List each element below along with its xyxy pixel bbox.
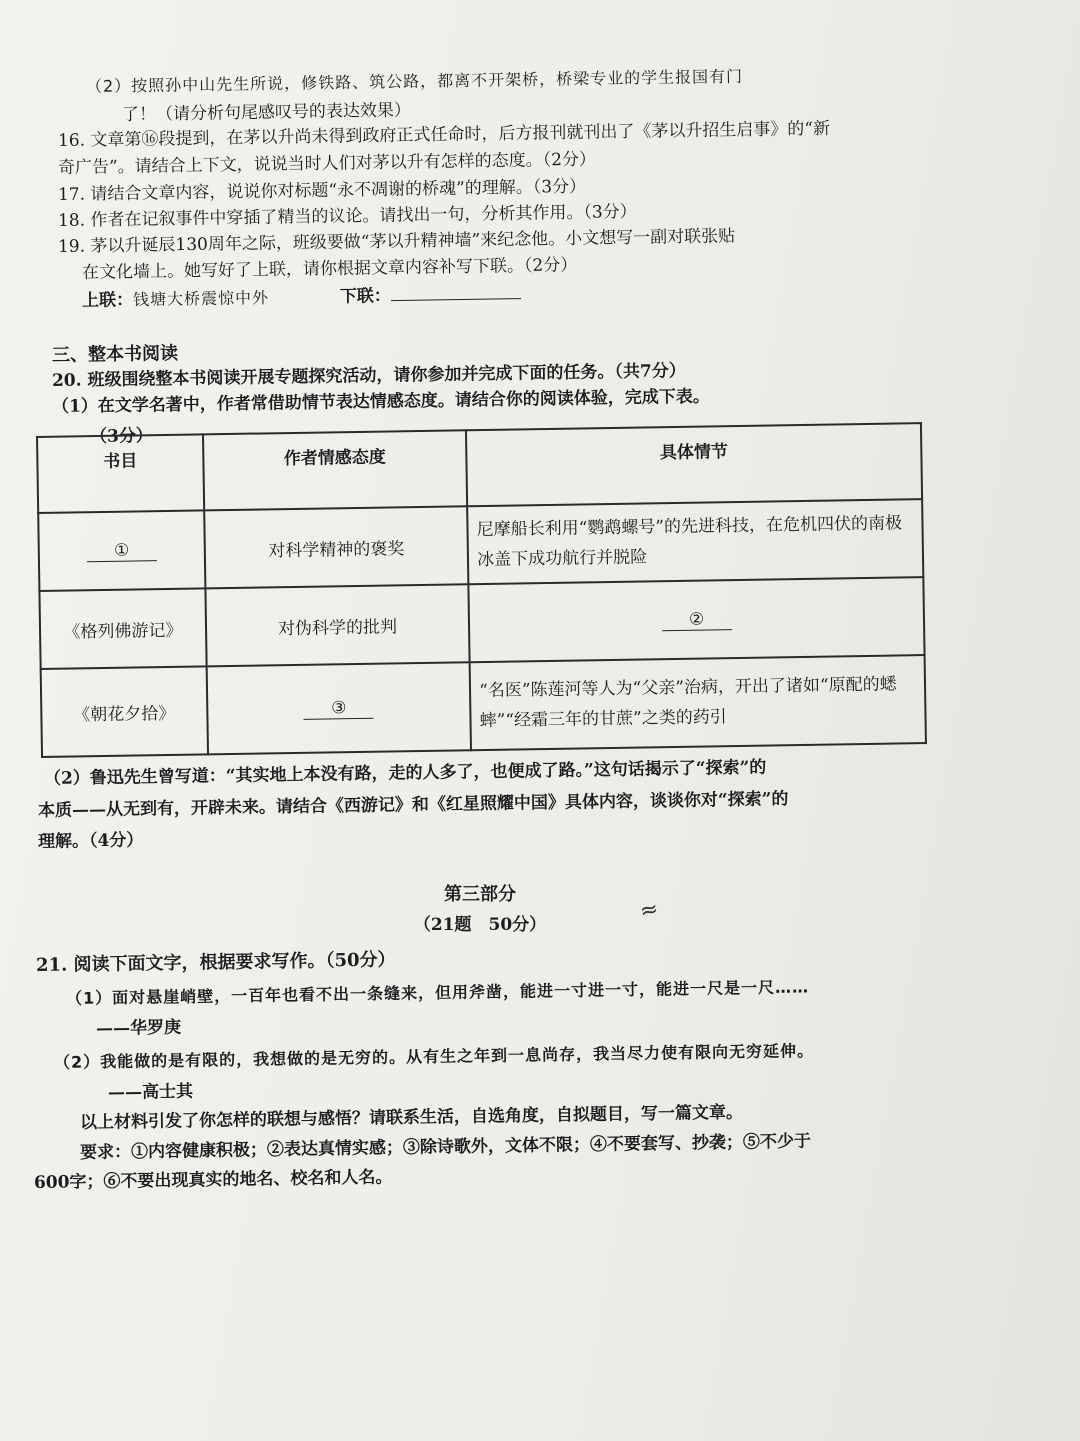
upper-couplet-label: 上联：: [81, 290, 134, 311]
reading-table: [36, 422, 927, 758]
table-header-row: [37, 423, 922, 513]
q20-1-line2: （3分）: [89, 426, 153, 447]
book-cell: 《朝花夕拾》: [41, 666, 208, 757]
q21-requirements-line2: 600字；⑥不要出现真实的地名、校名和人名。: [33, 1167, 393, 1193]
book-cell: 《格列佛游记》: [39, 588, 206, 669]
attitude-cell[interactable]: ③: [206, 662, 471, 754]
table-row: [39, 577, 924, 669]
q20-2-line2: 本质——从无到有，开辟未来。请结合《西游记》和《红星照耀中国》具体内容，谈谈你对“探索”的: [37, 789, 789, 821]
section3-title: 三、整本书阅读: [51, 343, 179, 366]
q21-prompt: 以上材料引发了你怎样的联想与感悟？请联系生活，自选角度，自拟题目，写一篇文章。: [79, 1102, 744, 1133]
q15-2-line2: 了！（请分析句尾感叹号的表达效果）: [121, 100, 412, 125]
q16-line2: 奇广告”。请结合上下文，说说当时人们对茅以升有怎样的态度。（2分）: [57, 149, 597, 178]
pencil-mark: ≈: [637, 896, 661, 925]
table-row: [38, 499, 923, 591]
q19-line1: 19. 茅以升诞辰130周年之际，班级要做“茅以升精神墙”来纪念他。小文想写一副对联张贴: [57, 226, 736, 257]
q18: 18. 作者在记叙事件中穿插了精当的议论。请找出一句，分析其作用。（3分）: [57, 201, 637, 231]
plot-cell: 尼摩船长利用“鹦鹉螺号”的先进科技，在危机四伏的南极冰盖下成功航行并脱险: [467, 499, 923, 584]
book-cell[interactable]: ①: [38, 510, 205, 591]
plot-cell[interactable]: ②: [469, 577, 925, 662]
plot-cell: “名医”陈莲河等人为“父亲”治病，开出了诸如“原配的蟋蟀”“经霜三年的甘蔗”之类的药引: [470, 655, 926, 750]
part3-subtitle: （21题 50分）: [413, 915, 547, 935]
q17: 17. 请结合文章内容，说说你对标题“永不凋谢的桥魂”的理解。（3分）: [57, 176, 587, 205]
table-row: [41, 655, 926, 757]
header-attitude: 作者情感态度: [203, 430, 468, 510]
couplet-row: [82, 282, 521, 312]
lower-couplet-blank[interactable]: [391, 282, 521, 301]
q21-material-2: （2）我能做的是有限的，我想做的是无穷的。从有生之年到一息尚存，我当尽力使有限向无穷延伸。: [53, 1041, 815, 1072]
q21-material-2-author: ——高士其: [107, 1081, 194, 1103]
upper-couplet: 钱塘大桥震惊中外: [132, 288, 270, 310]
q21-material-1-author: ——华罗庚: [95, 1017, 182, 1039]
q21-intro: 21. 阅读下面文字，根据要求写作。（50分）: [35, 949, 396, 976]
q20-2-line3: 理解。（4分）: [37, 830, 144, 852]
q20-2-line1: （2）鲁迅先生曾写道：“其实地上本没有路，走的人多了，也便成了路。”这句话揭示了“探索”的: [43, 757, 767, 789]
q19-line2: 在文化墙上。她写好了上联，请你根据文章内容补写下联。（2分）: [81, 255, 578, 283]
attitude-cell: 对科学精神的褒奖: [204, 506, 469, 588]
header-book: 书目: [37, 434, 204, 513]
q21-material-1: （1）面对悬崖峭壁，一百年也看不出一条缝来，但用斧凿，能进一寸进一寸，能进一尺是一尺……: [65, 977, 810, 1008]
attitude-cell: 对伪科学的批判: [205, 584, 470, 666]
q20-1-line1: （1）在文学名著中，作者常借助情节表达情感态度。请结合你的阅读体验，完成下表。: [51, 386, 710, 417]
q15-2-line1: （2）按照孙中山先生所说，修铁路、筑公路，都离不开架桥，桥梁专业的学生报国有门: [85, 66, 744, 96]
q20-intro: 20. 班级围绕整本书阅读开展专题探究活动，请你参加并完成下面的任务。（共7分）: [51, 361, 686, 391]
lower-couplet-label: 下联：: [339, 286, 391, 307]
q21-requirements-line1: 要求：①内容健康积极；②表达真情实感；③除诗歌外，文体不限；④不要套写、抄袭；⑤不少于: [79, 1131, 812, 1163]
q16-line1: 16. 文章第⑯段提到，在茅以升尚未得到政府正式任命时，后方报刊就刊出了《茅以升招生启事》的“新: [57, 118, 831, 151]
header-plot: 具体情节: [466, 423, 922, 506]
part3-title: 第三部分: [444, 884, 516, 905]
